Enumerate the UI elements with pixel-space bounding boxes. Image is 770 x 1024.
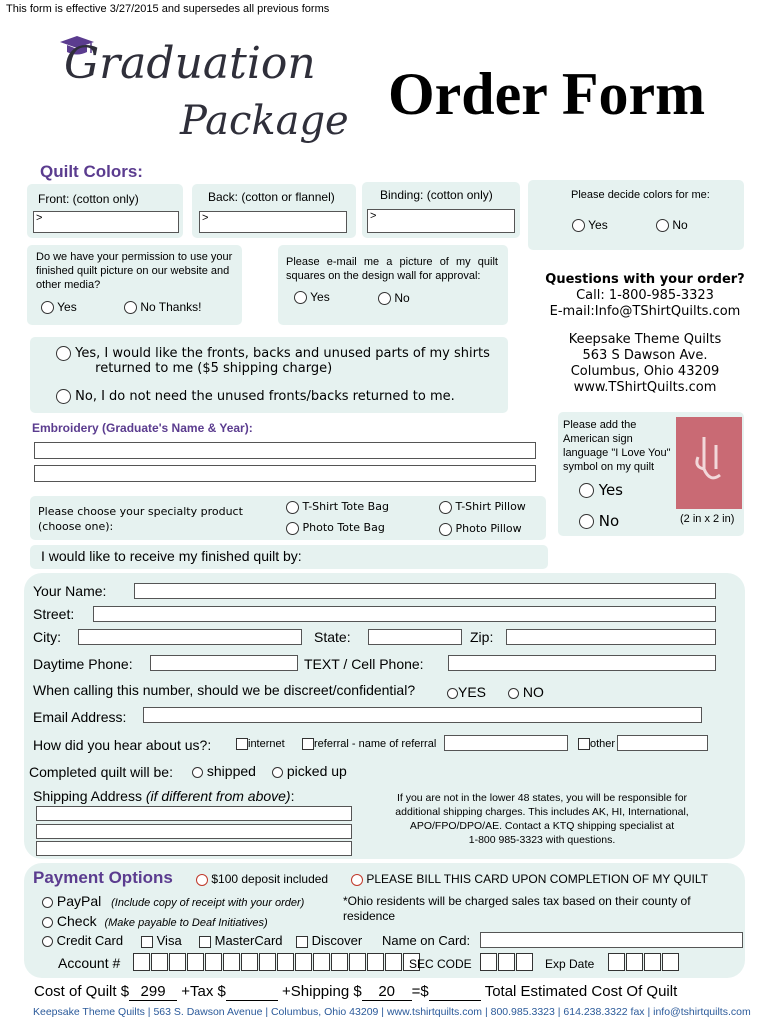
decide-colors-label: Please decide colors for me: [571,189,710,201]
return-yes-line1: Yes, I would like the fronts, backs and unused parts of my shirts [75,346,490,361]
email-picture-yes-label: Yes [310,290,330,304]
total-label: Total Estimated Cost Of Quilt [484,983,678,1000]
discreet-question: When calling this number, should we be discreet/confidential? [33,682,416,698]
embroidery-line-2[interactable] [34,465,536,482]
mastercard-label: MasterCard [214,933,283,948]
city-input[interactable] [78,629,302,645]
shipping-address-note: (if different from above) [145,788,291,804]
company-web[interactable]: www.TShirtQuilts.com [573,380,717,395]
check-option[interactable] [42,913,268,929]
photo-tote-label: Photo Tote Bag [302,521,385,534]
cost-label: Cost of Quilt $ [34,983,130,1000]
title-graduation: Graduation [64,38,316,89]
back-color-input[interactable]: > [199,211,347,233]
footer-web[interactable]: www.tshirtquilts.com [386,1006,483,1018]
zip-input[interactable] [506,629,716,645]
street-label: Street: [33,606,75,622]
contact-info [530,272,760,396]
discreet-yes-label: YES [458,684,487,700]
specialty-tshirt-pillow-option[interactable] [439,500,526,514]
tshirt-tote-label: T-Shirt Tote Bag [302,500,389,513]
specialty-photo-pillow-option[interactable] [439,522,522,536]
asl-no-option[interactable] [579,512,619,530]
discreet-no-option[interactable] [508,684,544,700]
permission-question: Do we have your permission to use your finished quilt picture on our website and other media? [36,251,233,291]
specialty-label-line1: Please choose your specialty product [38,505,243,518]
company-city: Columbus, Ohio 43209 [570,364,720,379]
shipping-address-line-3[interactable] [36,841,352,856]
permission-yes-option[interactable] [41,300,77,314]
decide-no-option[interactable] [656,218,688,232]
company-street: 563 S Dawson Ave. [582,348,708,363]
other-input[interactable] [617,735,708,751]
city-label: City: [33,629,61,645]
paypal-label: PayPal [56,893,102,909]
total-value[interactable] [429,983,481,1001]
mastercard-option[interactable] [199,933,283,948]
permission-no-label: No Thanks! [140,300,202,314]
paypal-note: (Include copy of receipt with your order) [111,897,305,909]
footer-phone: 800.985.3323 [490,1006,555,1018]
bill-card-option[interactable] [351,872,708,886]
hear-question: How did you hear about us?: [33,737,212,753]
email-label: Email Address: [33,709,127,725]
lower48-line-3: APO/FPO/DPO/AE. Contact a KTQ shipping specialist at [409,820,675,832]
title-package: Package [180,98,349,144]
completed-question: Completed quilt will be: [29,764,173,780]
hear-other-option[interactable] [578,738,615,750]
lower48-line-1: If you are not in the lower 48 states, you will be responsible for [396,792,688,804]
return-yes-line2: returned to me ($5 shipping charge) [95,361,333,376]
exp-date-label: Exp Date [545,957,595,971]
ohio-note-line1: *Ohio residents will be charged sales tax based on their county of [343,894,691,908]
footer-email[interactable]: info@tshirtquilts.com [653,1006,751,1018]
specialty-photo-tote-option[interactable] [286,521,385,535]
asl-yes-option[interactable] [579,481,623,499]
back-label: Back: (cotton or flannel) [208,190,335,204]
hear-referral-option[interactable] [302,738,436,750]
shipping-value[interactable]: 20 [362,983,412,1001]
footer: Keepsake Theme Quilts | 563 S. Dawson Avenue | Columbus, Ohio 43209 | www.tshirtquilts.com | 800.985.3323 | 614.238.3322 fax | info@tshirtquilts.com [33,1006,751,1018]
embroidery-heading: Embroidery (Graduate's Name & Year): [32,421,253,435]
lower48-line-4: 1-800 985-3323 with questions. [468,834,616,846]
credit-card-label: Credit Card [56,933,124,948]
ohio-note-line2: residence [343,909,396,923]
totals-line [34,983,677,1001]
specialty-tshirt-tote-option[interactable] [286,500,389,514]
tax-label: +Tax $ [181,983,226,1000]
ohio-tax-note [343,894,733,924]
state-input[interactable] [368,629,462,645]
deposit-label: $100 deposit included [211,872,329,886]
contact-phone: Call: 1-800-985-3323 [576,288,714,303]
shipping-address-label [33,788,294,804]
check-label: Check [56,913,97,929]
shipping-address-text: Shipping Address [33,788,142,804]
state-label: State: [314,629,351,645]
hear-referral-label: referral - name of referral [314,738,437,750]
binding-label: Binding: (cotton only) [380,188,493,202]
quilt-colors-heading: Quilt Colors: [40,162,143,181]
account-number-boxes[interactable] [133,953,421,971]
email-picture-question: Please e-mail me a picture of my quilt squares on the design wall for approval: [286,256,498,282]
picked-up-label: picked up [286,763,347,779]
paypal-option[interactable] [42,893,304,909]
sec-code-label: SEC CODE [409,957,472,971]
shipping-address-line-2[interactable] [36,824,352,839]
visa-option[interactable] [141,933,182,948]
zip-label: Zip: [470,629,494,645]
referral-name-input[interactable] [444,735,568,751]
your-name-label: Your Name: [33,583,107,599]
check-note: (Make payable to Deaf Initiatives) [104,917,268,929]
sec-code-boxes[interactable] [480,953,534,971]
shipping-label: +Shipping $ [282,983,362,1000]
permission-yes-label: Yes [57,300,77,314]
footer-address: 563 S. Dawson Avenue [153,1006,263,1018]
decide-no-label: No [672,218,688,232]
effective-note: This form is effective 3/27/2015 and supersedes all previous forms [6,3,330,15]
discreet-yes-option[interactable] [447,684,486,700]
asl-size: (2 in x 2 in) [680,513,735,525]
discover-label: Discover [311,933,363,948]
email-input[interactable] [143,707,702,723]
front-label: Front: (cotton only) [38,192,139,206]
embroidery-line-1[interactable] [34,442,536,459]
your-name-input[interactable] [134,583,716,599]
specialty-label-line2: (choose one): [38,520,114,533]
return-no-option[interactable] [56,389,455,404]
street-input[interactable] [93,606,716,622]
company-name: Keepsake Theme Quilts [568,332,722,347]
decide-yes-option[interactable] [572,218,608,232]
binding-color-input[interactable]: > [367,209,515,233]
footer-fax: 614.238.3322 fax [563,1006,645,1018]
email-picture-no-option[interactable] [378,291,410,305]
contact-email[interactable]: E-mail:Info@TShirtQuilts.com [549,304,741,319]
lower48-line-2: additional shipping charges. This includes AK, HI, International, [395,806,689,818]
discreet-no-label: NO [522,684,544,700]
return-no-text: No, I do not need the unused fronts/backs returned to me. [75,389,455,404]
footer-city: Columbus, Ohio 43209 [270,1006,379,1018]
email-picture-no-label: No [394,291,410,305]
bill-card-label: PLEASE BILL THIS CARD UPON COMPLETION OF MY QUILT [366,872,708,886]
decide-yes-label: Yes [588,218,608,232]
tshirt-pillow-label: T-Shirt Pillow [455,500,526,513]
visa-label: Visa [156,933,182,948]
questions-heading: Questions with your order? [545,272,745,287]
hear-other-label: other [590,738,616,750]
deposit-option[interactable] [196,872,328,886]
name-on-card-input[interactable] [480,932,743,948]
credit-card-option[interactable] [42,933,123,948]
asl-yes-label: Yes [598,481,623,499]
name-on-card-label: Name on Card: [382,933,471,948]
hear-internet-label: internet [248,738,285,750]
asl-no-label: No [598,512,620,530]
specialty-label [38,504,243,534]
payment-heading: Payment Options [33,868,173,887]
shipped-option[interactable] [192,763,256,779]
footer-company: Keepsake Theme Quilts [33,1006,145,1018]
order-form-title: Order Form [388,61,706,127]
asl-hand-icon [676,417,742,509]
cost-value[interactable]: 299 [129,983,177,1001]
daytime-phone-input[interactable] [150,655,298,671]
shipped-label: shipped [206,763,256,779]
lower48-note [370,791,714,847]
tax-value[interactable] [226,983,278,1001]
cell-phone-input[interactable] [448,655,716,671]
shipping-address-line-1[interactable] [36,806,352,821]
shipping-address-colon: : [290,788,295,804]
cell-phone-label: TEXT / Cell Phone: [304,656,424,672]
equals-label: =$ [411,983,429,1000]
receive-by-label: I would like to receive my finished quilt by: [41,548,302,564]
asl-text: Please add the American sign language "I Love You" symbol on my quilt [563,419,671,473]
email-picture-yes-option[interactable] [294,290,330,304]
picked-up-option[interactable] [272,763,347,779]
return-yes-option[interactable] [56,346,490,376]
hear-internet-option[interactable] [236,738,285,750]
account-label: Account # [58,955,121,971]
front-color-input[interactable]: > [33,211,179,233]
exp-date-boxes[interactable] [608,953,680,971]
discover-option[interactable] [296,933,362,948]
return-yes-text [75,346,490,376]
photo-pillow-label: Photo Pillow [455,522,522,535]
permission-no-option[interactable] [124,300,202,314]
daytime-phone-label: Daytime Phone: [33,656,133,672]
